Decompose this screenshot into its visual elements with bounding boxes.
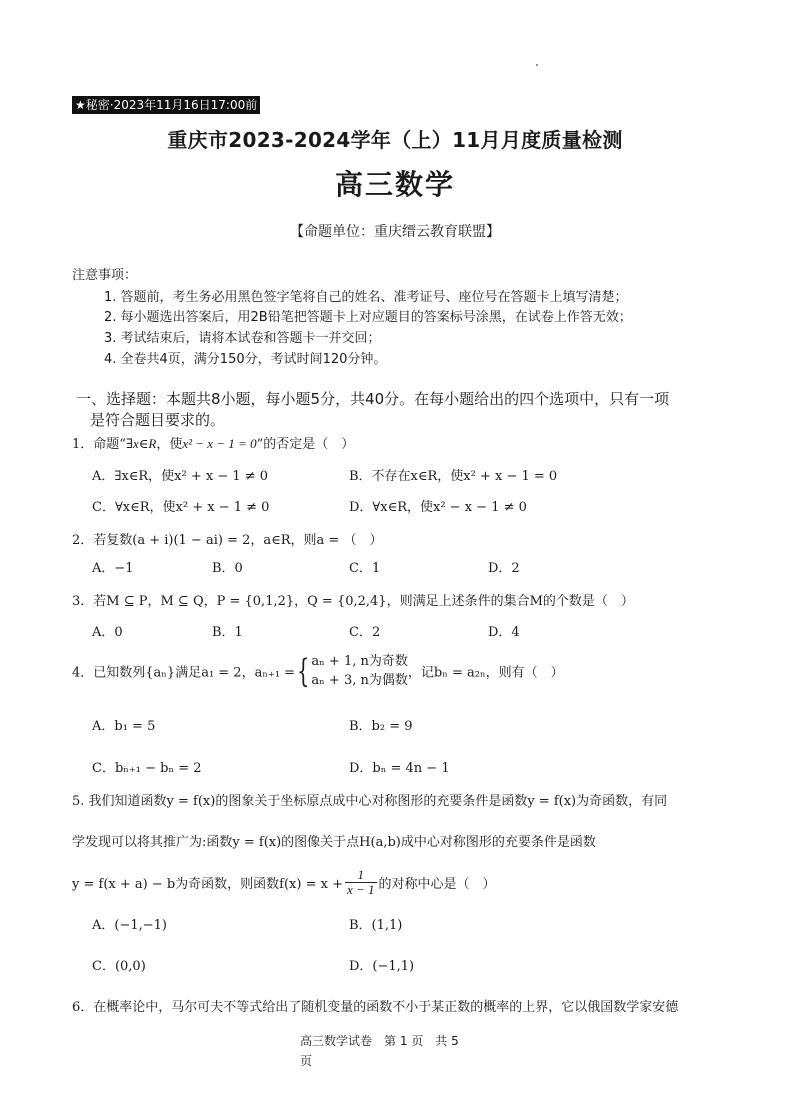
section-heading: 一、选择题：本题共8小题，每小题5分，共40分。在每小题给出的四个选项中，只有一项 [76,390,670,408]
q1-stem-a: 1．命题“ [72,437,126,452]
question-5-line-2: 学发现可以将其推广为:函数y = f(x)的图像关于点H(a,b)成中心对称图形的充要条件是函数 [72,835,596,850]
q1-option-c: C．∀x∈R，使x² + x − 1 ≠ 0 [92,500,270,515]
q3-option-c: C．2 [349,625,381,640]
piecewise-brace-icon: { [297,652,310,690]
notice-item: 1. 答题前，考生务必用黑色签字笔将自己的姓名、准考证号、座位号在答题卡上填写清楚； [104,290,628,305]
q2-option-d: D．2 [488,561,520,576]
question-1-stem [72,433,354,452]
notice-item: 3. 考试结束后，请将本试卷和答题卡一并交回； [104,331,381,346]
q5-option-d: D．(−1,1) [349,959,415,974]
subject-title: 高三数学 [334,168,455,201]
q5-option-a: A．(−1,−1) [92,918,167,933]
q4-option-c: C．bₙ₊₁ − bₙ = 2 [92,761,202,776]
question-4-stem [72,652,564,690]
q1-stem-math: ∃x∈R [125,436,157,451]
question-2-stem: 2．若复数(a + i)(1 − ai) = 2，a∈R，则a = （ ） [72,533,383,548]
question-3-stem: 3．若M ⊆ P，M ⊆ Q，P = {0,1,2}，Q = {0,2,4}，则满足上述条件的集合M的个数是（ ） [72,594,634,609]
q5-fraction [345,868,377,897]
q5-frac-num: 1 [345,868,377,883]
q3-option-b: B．1 [212,625,243,640]
issuing-unit: 【命题单位：重庆缙云教育联盟】 [290,224,500,240]
notice-heading: 注意事项： [72,268,138,283]
q3-option-a: A．0 [92,625,123,640]
exam-title: 重庆市2023-2024学年（上）11月月度质量检测 [167,128,623,152]
section-heading-cont: 是符合题目要求的。 [90,411,226,429]
question-5-line-3 [72,868,496,897]
notice-item: 2. 每小题选出答案后，用2B铅笔把答题卡上对应题目的答案标号涂黑，在试卷上作答无效； [104,310,632,325]
q5-line3-b: 的对称中心是（ ） [378,877,496,892]
q4-stem-b: ，记bₙ = a₂ₙ，则有（ ） [407,665,564,681]
page-footer: 高三数学试卷 第 1 页 共 5 [300,1034,459,1048]
q1-option-b: B．不存在x∈R，使x² + x − 1 = 0 [349,469,558,484]
q4-option-b: B．b₂ = 9 [349,719,413,734]
q4-option-d: D．bₙ = 4n − 1 [349,761,450,776]
q4-piecewise [311,652,407,690]
q2-option-a: A．−1 [92,561,134,576]
q5-option-c: C．(0,0) [92,959,146,974]
q1-option-a: A．∃x∈R，使x² + x − 1 ≠ 0 [92,469,269,484]
q5-option-b: B．(1,1) [349,918,403,933]
q1-stem-b: ，使 [156,437,183,452]
q5-line3-a: y = f(x + a) − b为奇函数，则函数f(x) = x + [72,877,343,892]
question-6-line-1: 6．在概率论中，马尔可夫不等式给出了随机变量的函数不小于某正数的概率的上界，它以俄国数学家安德 [72,1000,679,1015]
scan-speck [536,64,538,66]
q1-stem-c: ”的否定是（ ） [256,437,355,452]
q4-stem-a: 4．已知数列{aₙ}满足a₁ = 2，aₙ₊₁ = [72,665,296,681]
confidential-banner: ★秘密·2023年11月16日17:00前 [72,96,260,114]
q4-piece-1: aₙ + 1, n为奇数 [311,654,408,669]
q3-option-d: D．4 [488,625,520,640]
q1-stem-math2: x² − x − 1 = 0 [182,436,257,451]
q2-option-c: C．1 [349,561,381,576]
q5-frac-den: x − 1 [346,882,375,897]
q2-option-b: B．0 [212,561,243,576]
question-5-line-1: 5. 我们知道函数y = f(x)的图象关于坐标原点成中心对称图形的充要条件是函数y = f(x)为奇函数，有同 [72,794,668,809]
page-footer-cont: 页 [300,1054,313,1068]
q4-option-a: A．b₁ = 5 [92,719,156,734]
q4-piece-2: aₙ + 3, n为偶数 [311,673,408,688]
q1-option-d: D．∀x∈R，使x² − x − 1 ≠ 0 [349,500,527,515]
notice-item: 4. 全卷共4页，满分150分，考试时间120分钟。 [104,352,387,367]
